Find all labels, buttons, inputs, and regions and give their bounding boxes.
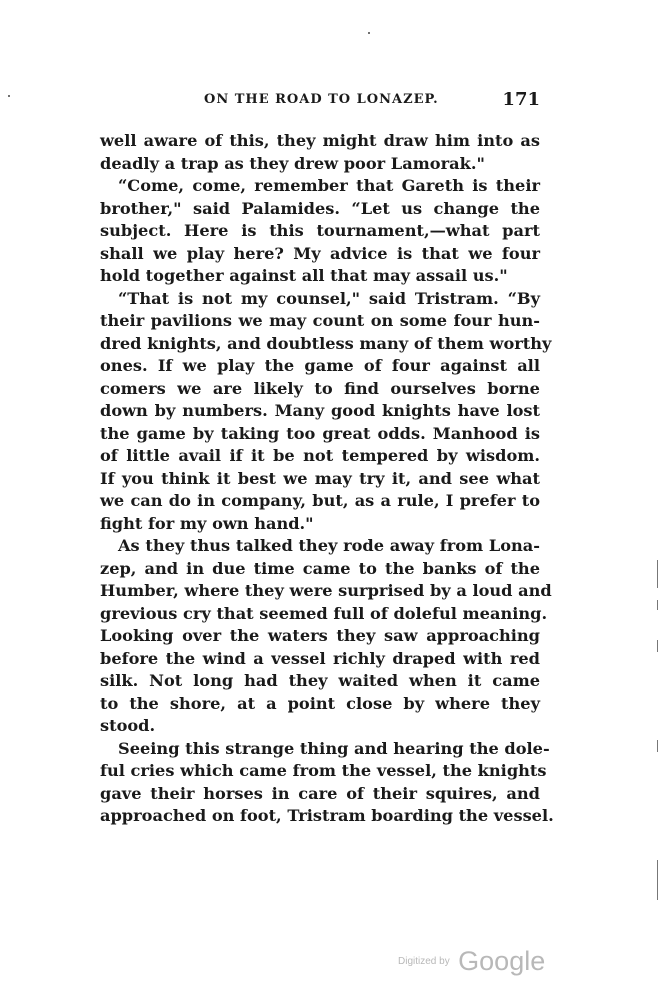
text-line: Humber, where they were surprised by a loud and xyxy=(100,581,552,600)
scan-speck xyxy=(8,95,10,97)
text-line: gave their horses in care of their squires, and xyxy=(100,783,540,803)
scan-edge-mark xyxy=(657,640,658,652)
text-line: “That is not my counsel," said Tristram. “By xyxy=(118,288,540,308)
text-line: to the shore, at a point close by where they xyxy=(100,693,540,713)
text-line: If you think it best we may try it, and see what xyxy=(100,468,540,488)
text-line: subject. Here is this tournament,—what part xyxy=(100,221,540,240)
text-line: stood. xyxy=(100,716,156,735)
text-line: down by numbers. Many good knights have lost xyxy=(100,401,540,420)
text-line: fight for my own hand." xyxy=(100,513,314,533)
page-number: 171 xyxy=(502,89,540,110)
text-line: well aware of this, they might draw him into as xyxy=(100,131,540,150)
text-line: we can do in company, but, as a rule, I prefer to xyxy=(100,491,540,510)
scan-edge-mark xyxy=(657,860,658,900)
running-head xyxy=(100,89,540,116)
text-line: ones. If we play the game of four against all xyxy=(100,356,540,375)
text-line: As they thus talked they rode away from Lona- xyxy=(118,536,540,555)
text-line: silk. Not long had they waited when it came xyxy=(100,671,540,690)
text-line: dred knights, and doubtless many of them worthy xyxy=(100,333,552,353)
text-line: brother," said Palamides. “Let us change the xyxy=(100,198,540,218)
text-line: approached on foot, Tristram boarding the vessel. xyxy=(100,806,554,825)
scan-edge-mark xyxy=(657,560,658,588)
scan-speck xyxy=(368,32,370,34)
watermark-prefix: Digitized by xyxy=(398,956,450,967)
watermark-brand: Google xyxy=(458,946,546,976)
scan-edge-mark xyxy=(657,740,658,752)
digitized-watermark xyxy=(398,946,545,977)
body-text xyxy=(100,130,554,828)
text-line: Seeing this strange thing and hearing the dole- xyxy=(118,738,550,758)
text-line: their pavilions we may count on some four hun- xyxy=(100,311,540,330)
text-line: the game by taking too great odds. Manhood is xyxy=(100,423,540,443)
text-line: grevious cry that seemed full of doleful meaning. xyxy=(100,603,548,623)
running-title: ON THE ROAD TO LONAZEP. xyxy=(204,92,439,107)
text-line: deadly a trap as they drew poor Lamorak." xyxy=(100,153,485,173)
text-line: ful cries which came from the vessel, the knights xyxy=(100,761,547,780)
text-line: hold together against all that may assail us." xyxy=(100,266,508,285)
text-line: before the wind a vessel richly draped with red xyxy=(100,648,540,668)
scan-edge-mark xyxy=(657,600,658,610)
text-line: comers we are likely to find ourselves borne xyxy=(100,378,540,398)
text-line: shall we play here? My advice is that we four xyxy=(100,243,540,263)
text-line: “Come, come, remember that Gareth is their xyxy=(118,176,540,195)
text-line: zep, and in due time came to the banks of the xyxy=(100,558,540,578)
text-line: of little avail if it be not tempered by wisdom. xyxy=(100,446,540,465)
text-line: Looking over the waters they saw approaching xyxy=(100,626,540,645)
